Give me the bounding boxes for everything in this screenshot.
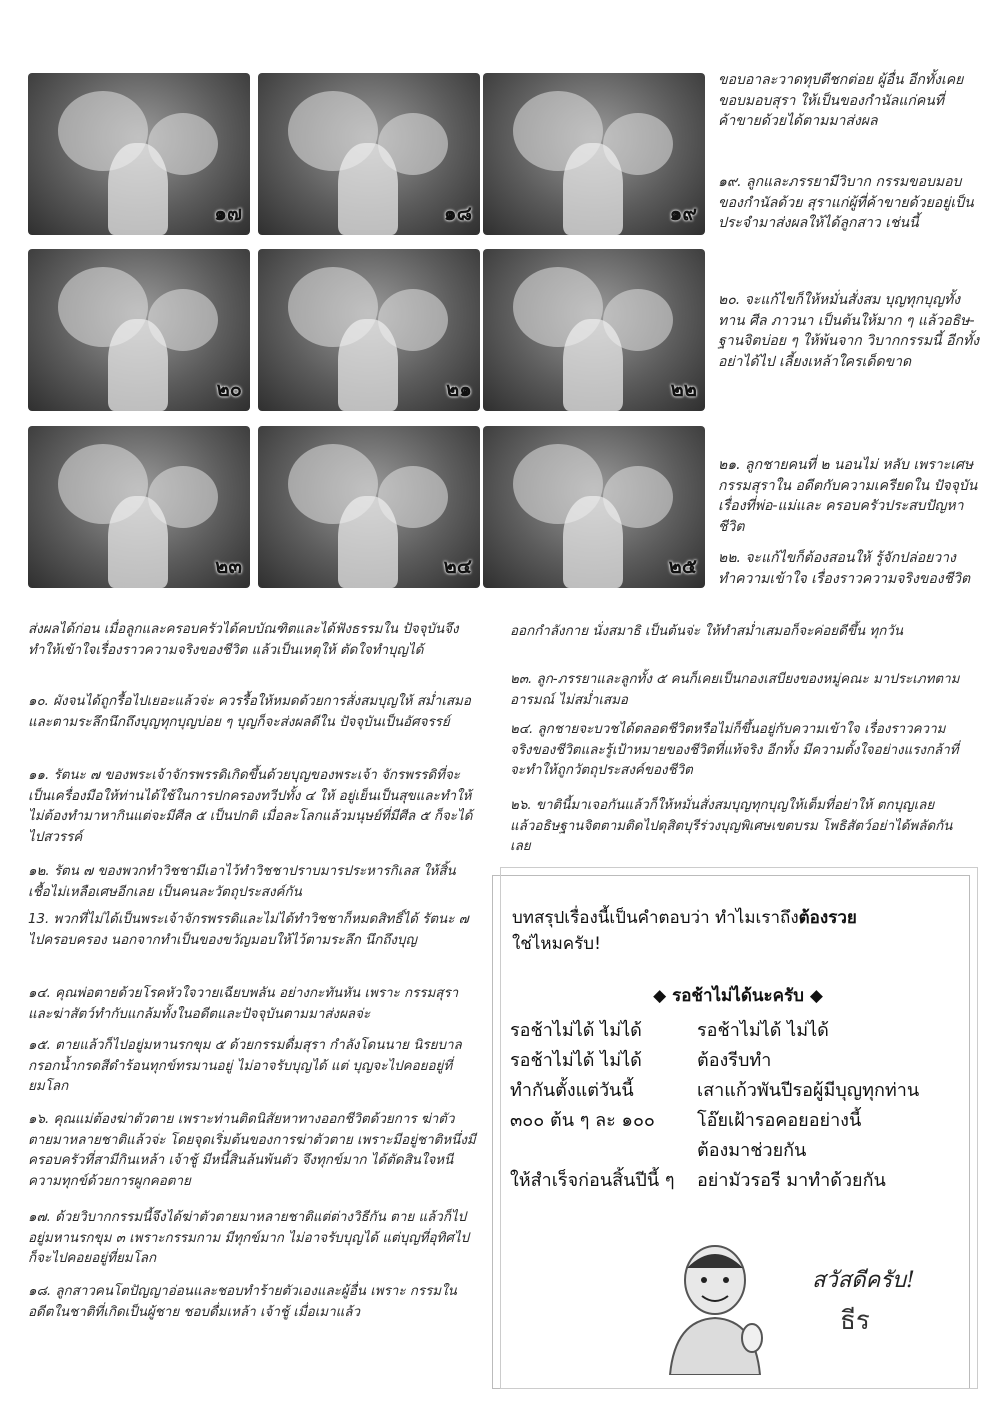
photo-tile bbox=[28, 426, 250, 588]
summary-intro-tail: ใช่ไหมครับ! bbox=[512, 934, 601, 954]
poem-right bbox=[697, 1016, 967, 1196]
tile-number: ๑๗ bbox=[214, 201, 242, 225]
tile-number: ๒๐ bbox=[216, 377, 242, 401]
left-para-3: ๑๒. รัตน ๗ ของพวกทำวิชชามีเอาไว้ทำวิชชาปราบมารประหารกิเลส ให้สิ้นเชื้อไม่เหลือเศษอีกเลย เป็นคนละวัตถุประสงค์กัน bbox=[28, 864, 456, 900]
photo-tile bbox=[258, 426, 480, 588]
poem-left-line: ๓๐๐ ต้น ๆ ละ ๑๐๐ bbox=[510, 1110, 655, 1131]
photo-tile bbox=[483, 249, 705, 411]
side-para-2: ๒๐. จะแก้ไขก็ให้หมั่นสั่งสม บุญทุกบุญทั้งทาน ศีล ภาวนา เป็นต้นให้มาก ๆ แล้วอธิษ-ฐานจิตบ่อย ๆ ให้พ้นจาก วิบากกรรมนี้ อีกทั้งอย่าได้ไป เลี้ยงเหล้าใครเด็ดขาด bbox=[718, 292, 980, 370]
left-para-6: ๑๕. ตายแล้วก็ไปอยู่มหานรกขุม ๕ ด้วยกรรมดื่มสุรา กำลังโดนนาย นิรยบาลกรอกน้ำกรดสีดำร้อนทุกข์ทรมานอยู่ ไม่อาจรับบุญได้ แต่ บุญจะไปคอยอยู่ที่ยมโลก bbox=[28, 1038, 462, 1094]
tile-number: ๑๙ bbox=[669, 201, 697, 225]
right-para-3: ๒๖. ขาตินี้มาเจอกันแล้วก็ให้หมั่นสั่งสมบุญทุกบุญให้เต็มที่อย่าให้ ตกบุญเลย แล้วอธิษฐานจิตตามติดไปดุสิตบุรีร่วงบุญพิเศษเขตบรม โพธิสัตว์อย่าได้พลัดกันเลย bbox=[510, 798, 953, 854]
tile-number: ๑๘ bbox=[443, 201, 472, 225]
photo-tile bbox=[483, 73, 705, 235]
side-para-4: ๒๒. จะแก้ไขก็ต้องสอนให้ รู้จักปล่อยวางทำความเข้าใจ เรื่องราวความจริงของชีวิต bbox=[718, 550, 971, 587]
photo-tile bbox=[258, 73, 480, 235]
photo-figure bbox=[338, 143, 398, 235]
side-para-3: ๒๑. ลูกชายคนที่ ๒ นอนไม่ หลับ เพราะเศษกรรมสุราใน อดีตกับความเครียดใน ปัจจุบันเรื่องที่พ่อ-แม่และ ครอบครัวประสบปัญหาชีวิต bbox=[718, 457, 978, 535]
tile-number: ๒๑ bbox=[446, 377, 472, 401]
left-para-7: ๑๖. คุณแม่ต้องฆ่าตัวตาย เพราะท่านติดนิสัยหาทางออกชีวิตด้วยการ ฆ่าตัวตายมาหลายชาติแล้วจ่ะ โดยจุดเริ่มต้นของการฆ่าตัวตาย เพราะมีอยู่ชาติหนึ่งมีครอบครัวที่สามีกินเหล้า เจ้าชู้ มีหนี้สินล้นพ้นตัว จึงทุกข์มาก ได้ตัดสินใจหนีความทุกข์ด้วยการผูกคอตาย bbox=[28, 1112, 476, 1189]
poem-left-line: รอช้าไม่ได้ ไม่ได้ bbox=[510, 1020, 642, 1041]
photo-figure bbox=[338, 319, 398, 411]
poem-left-line: รอช้าไม่ได้ ไม่ได้ bbox=[510, 1050, 642, 1071]
left-para-1: ๑๐. ผังจนได้ถูกรื้อไปเยอะแล้วจ่ะ ควรรื้อให้หมดด้วยการสั่งสมบุญให้ สม่ำเสมอและตามระลึกนึกถึงบุญทุกบุญบ่อย ๆ บุญก็จะส่งผลดีใน ปัจจุบันเป็นอัศจรรย์ bbox=[28, 694, 471, 730]
photo-tile bbox=[28, 249, 250, 411]
left-para-0: ส่งผลได้ก่อน เมื่อลูกและครอบครัวได้คบบัณฑิตและได้ฟังธรรมใน ปัจจุบันจึงทำให้เข้าใจเรื่องราวความจริงของชีวิต แล้วเป็นเหตุให้ ตัดใจทำบุญได้ bbox=[28, 622, 459, 658]
left-para-2: ๑๑. รัตนะ ๗ ของพระเจ้าจักรพรรดิเกิดขึ้นด้วยบุญของพระเจ้า จักรพรรดิที่จะเป็นเครื่องมือให้ท่านได้ใช้ในการปกครองทวีปทั้ง ๔ ให้ อยู่เย็นเป็นสุขและทำให้ไม่ต้องทำมาหากินแต่จะมีศีล ๕ เป็นปกติ เมื่อละโลกแล้วมนุษย์ที่มีศีล ๕ ก็จะได้ไปสวรรค์ bbox=[28, 768, 473, 845]
photo-tile bbox=[483, 426, 705, 588]
photo-figure bbox=[563, 319, 623, 411]
poem-right-line: โอ๊ยเฝ้ารอคอยอย่างนี้ bbox=[697, 1110, 862, 1131]
poem-right-line: ต้องรีบทำ bbox=[697, 1050, 772, 1071]
summary-intro-bold: ต้องรวย bbox=[798, 908, 857, 928]
poem-left-line: ให้สำเร็จก่อนสิ้นปีนี้ ๆ bbox=[510, 1170, 675, 1191]
poem-right-line: เสาแก้วพันปีรอผู้มีบุญทุกท่าน bbox=[697, 1080, 920, 1101]
left-para-8: ๑๗. ด้วยวิบากกรรมนี้จึงได้ฆ่าตัวตายมาหลายชาติแต่ต่างวิธีกัน ตาย แล้วก็ไปอยู่มหานรกขุม ๓ เพราะกรรมกาม มีทุกข์มาก ไม่อาจรับบุญได้ แต่บุญที่อุทิศไปก็จะไปคอยอยู่ที่ยมโลก bbox=[28, 1210, 470, 1266]
signature-mark: ธีร bbox=[840, 1306, 870, 1336]
poem-left bbox=[510, 1016, 690, 1196]
tile-number: ๒๓ bbox=[215, 554, 242, 578]
right-para-1: ๒๓. ลูก-ภรรยาและลูกทั้ง ๕ คนก็เคยเป็นกองเสบียงของหมู่คณะ มาประเภทตามอารมณ์ ไม่สม่ำเสมอ bbox=[510, 672, 960, 708]
photo-figure bbox=[108, 319, 168, 411]
left-para-5: ๑๔. คุณพ่อตายด้วยโรคหัวใจวายเฉียบพลัน อย่างกะทันหัน เพราะ กรรมสุราและฆ่าสัตว์ทำกับแกล้มทั้งในอดีตและปัจจุบันตามมาส่งผลจ่ะ bbox=[28, 986, 459, 1022]
left-para-4: 13. พวกที่ไม่ได้เป็นพระเจ้าจักรพรรดิและไม่ได้ทำวิชชาก็หมดสิทธิ์ได้ รัตนะ ๗ ไปครอบครอง นอกจากทำเป็นของขวัญมอบให้ไว้ตามระลึก นึกถึงบุญ bbox=[28, 912, 469, 948]
photo-figure bbox=[108, 143, 168, 235]
tile-number: ๒๕ bbox=[668, 554, 697, 578]
summary-intro-text: บทสรุปเรื่องนี้เป็นคำตอบว่า ทำไมเราถึง bbox=[512, 908, 799, 928]
tile-number: ๒๔ bbox=[443, 554, 472, 578]
summary-intro bbox=[512, 905, 952, 957]
tile-number: ๒๒ bbox=[670, 377, 697, 401]
right-para-0: ออกกำลังกาย นั่งสมาธิ เป็นต้นจ่ะ ให้ทำสม่ำเสมอก็จะค่อยดีขึ้น ทุกวัน bbox=[510, 624, 904, 639]
side-para-1: ๑๙. ลูกและภรรยามีวิบาก กรรมขอบมอบของกำนัลด้วย สุราแก่ผู้ที่ค้าขายด้วยอยู่เป็น ประจำมาส่งผลให้ได้ลูกสาว เช่นนี้ bbox=[718, 174, 974, 231]
cartoon-portrait bbox=[640, 1240, 790, 1375]
poem-right-line: ต้องมาช่วยกัน bbox=[697, 1140, 807, 1161]
photo-figure bbox=[563, 143, 623, 235]
poem-left-line bbox=[510, 1136, 690, 1166]
photo-tile bbox=[28, 73, 250, 235]
poem-right-line: อย่ามัวรอรี มาทำด้วยกัน bbox=[697, 1170, 886, 1191]
right-para-2: ๒๔. ลูกชายจะบวชได้ตลอดชีวิตหรือไม่ก็ขึ้นอยู่กับความเข้าใจ เรื่องราวความจริงของชีวิตและรู้เป้าหมายของชีวิตที่แท้จริง อีกทั้ง มีความตั้งใจอย่างแรงกล้าที่จะทำให้ถูกวัตถุประสงค์ของชีวิต bbox=[510, 722, 959, 778]
photo-figure bbox=[563, 496, 623, 588]
poem-right-line: รอช้าไม่ได้ ไม่ได้ bbox=[697, 1020, 829, 1041]
photo-figure bbox=[108, 496, 168, 588]
side-para-0: ขอบอาละวาดทุบตีชกต่อย ผู้อื่น อีกทั้งเคยขอบมอบสุรา ให้เป็นของกำนัลแก่คนที่ ค้าขายด้วยได้ตามมาส่งผล bbox=[718, 72, 964, 129]
left-para-9: ๑๘. ลูกสาวคนโตปัญญาอ่อนและชอบทำร้ายตัวเองและผู้อื่น เพราะ กรรมในอดีตในชาติที่เกิดเป็นผู้ชาย ชอบดื่มเหล้า เจ้าชู้ เมื่อเมาแล้ว bbox=[28, 1284, 457, 1320]
summary-heading: ◆ รอช้าไม่ได้นะครับ ◆ bbox=[653, 986, 823, 1006]
poem-left-line: ทำกันตั้งแต่วันนี้ bbox=[510, 1080, 634, 1101]
photo-tile bbox=[258, 249, 480, 411]
photo-figure bbox=[338, 496, 398, 588]
signature: สวัสดีครับ! bbox=[812, 1268, 915, 1293]
